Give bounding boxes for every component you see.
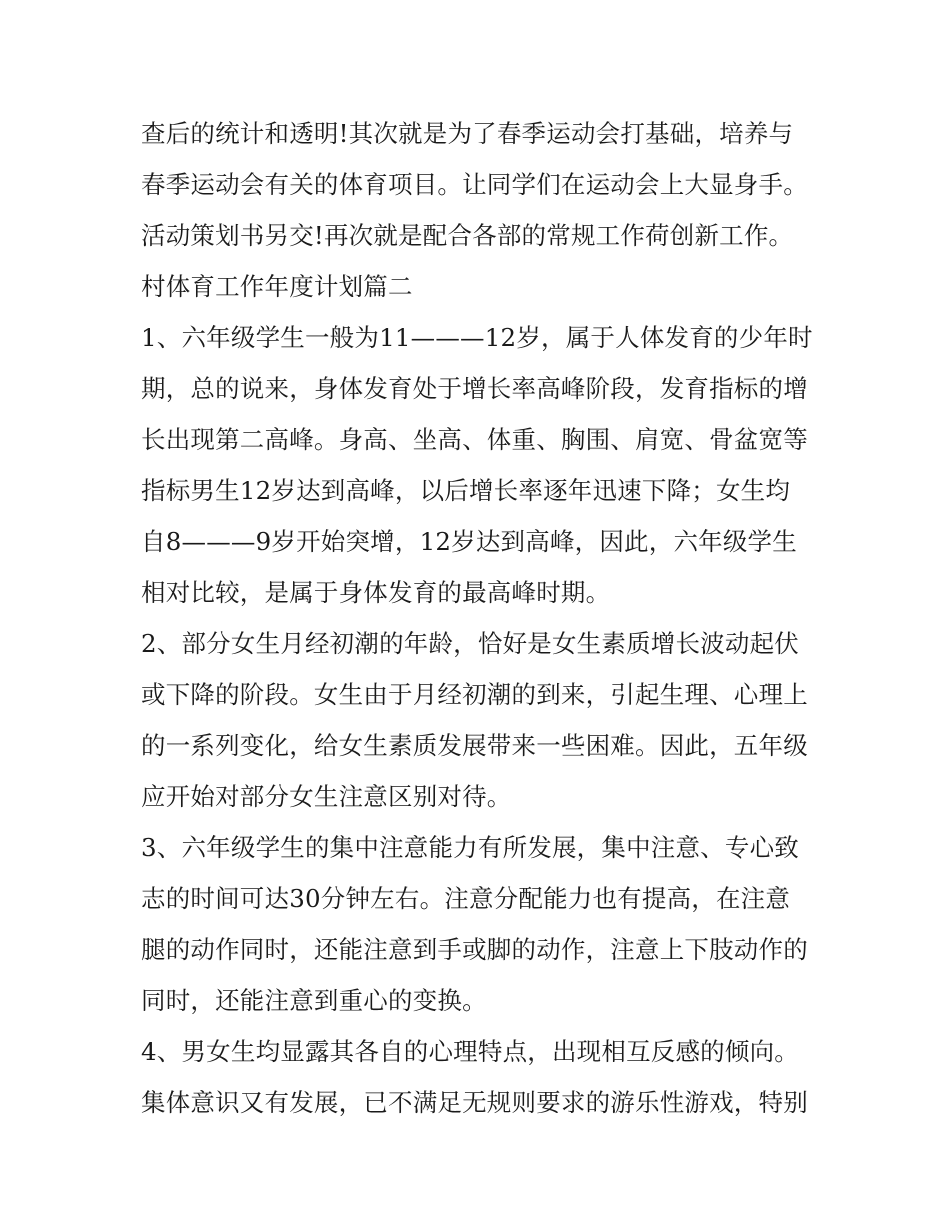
text-line: 2、部分女生月经初潮的年龄，恰好是女生素质增长波动起伏 <box>141 629 799 658</box>
text-line: 志的时间可达30分钟左右。注意分配能力也有提高，在注意 <box>141 884 791 913</box>
text-line: 同时，还能注意到重心的变换。 <box>141 986 487 1015</box>
document-body <box>141 108 821 1128</box>
text-line: 查后的统计和透明!其次就是为了春季运动会打基础，培养与 <box>141 119 794 148</box>
text-line: 自8———9岁开始突增，12岁达到高峰，因此，六年级学生 <box>141 527 797 556</box>
text-line: 或下降的阶段。女生由于月经初潮的到来，引起生理、心理上 <box>141 680 808 709</box>
text-line: 长出现第二高峰。身高、坐高、体重、胸围、肩宽、骨盆宽等 <box>141 425 808 454</box>
text-line: 腿的动作同时，还能注意到手或脚的动作，注意上下肢动作的 <box>141 935 808 964</box>
text-line: 期，总的说来，身体发育处于增长率高峰阶段，发育指标的增 <box>141 374 808 403</box>
text-line: 指标男生12岁达到高峰，以后增长率逐年迅速下降；女生均 <box>141 476 791 505</box>
text-line: 1、六年级学生一般为11———12岁，属于人体发育的少年时 <box>141 323 813 352</box>
text-line: 应开始对部分女生注意区别对待。 <box>141 782 512 811</box>
text-line: 3、六年级学生的集中注意能力有所发展，集中注意、专心致 <box>141 833 799 862</box>
text-line: 4、男女生均显露其各自的心理特点，出现相互反感的倾向。 <box>141 1037 799 1066</box>
text-line: 集体意识又有发展，已不满足无规则要求的游乐性游戏，特别 <box>141 1088 808 1117</box>
section-heading: 村体育工作年度计划篇二 <box>141 272 413 301</box>
text-line: 相对比较，是属于身体发育的最高峰时期。 <box>141 578 611 607</box>
text-line: 的一系列变化，给女生素质发展带来一些困难。因此，五年级 <box>141 731 808 760</box>
text-line: 活动策划书另交!再次就是配合各部的常规工作荷创新工作。 <box>141 221 794 250</box>
text-line: 春季运动会有关的体育项目。让同学们在运动会上大显身手。 <box>141 170 808 199</box>
